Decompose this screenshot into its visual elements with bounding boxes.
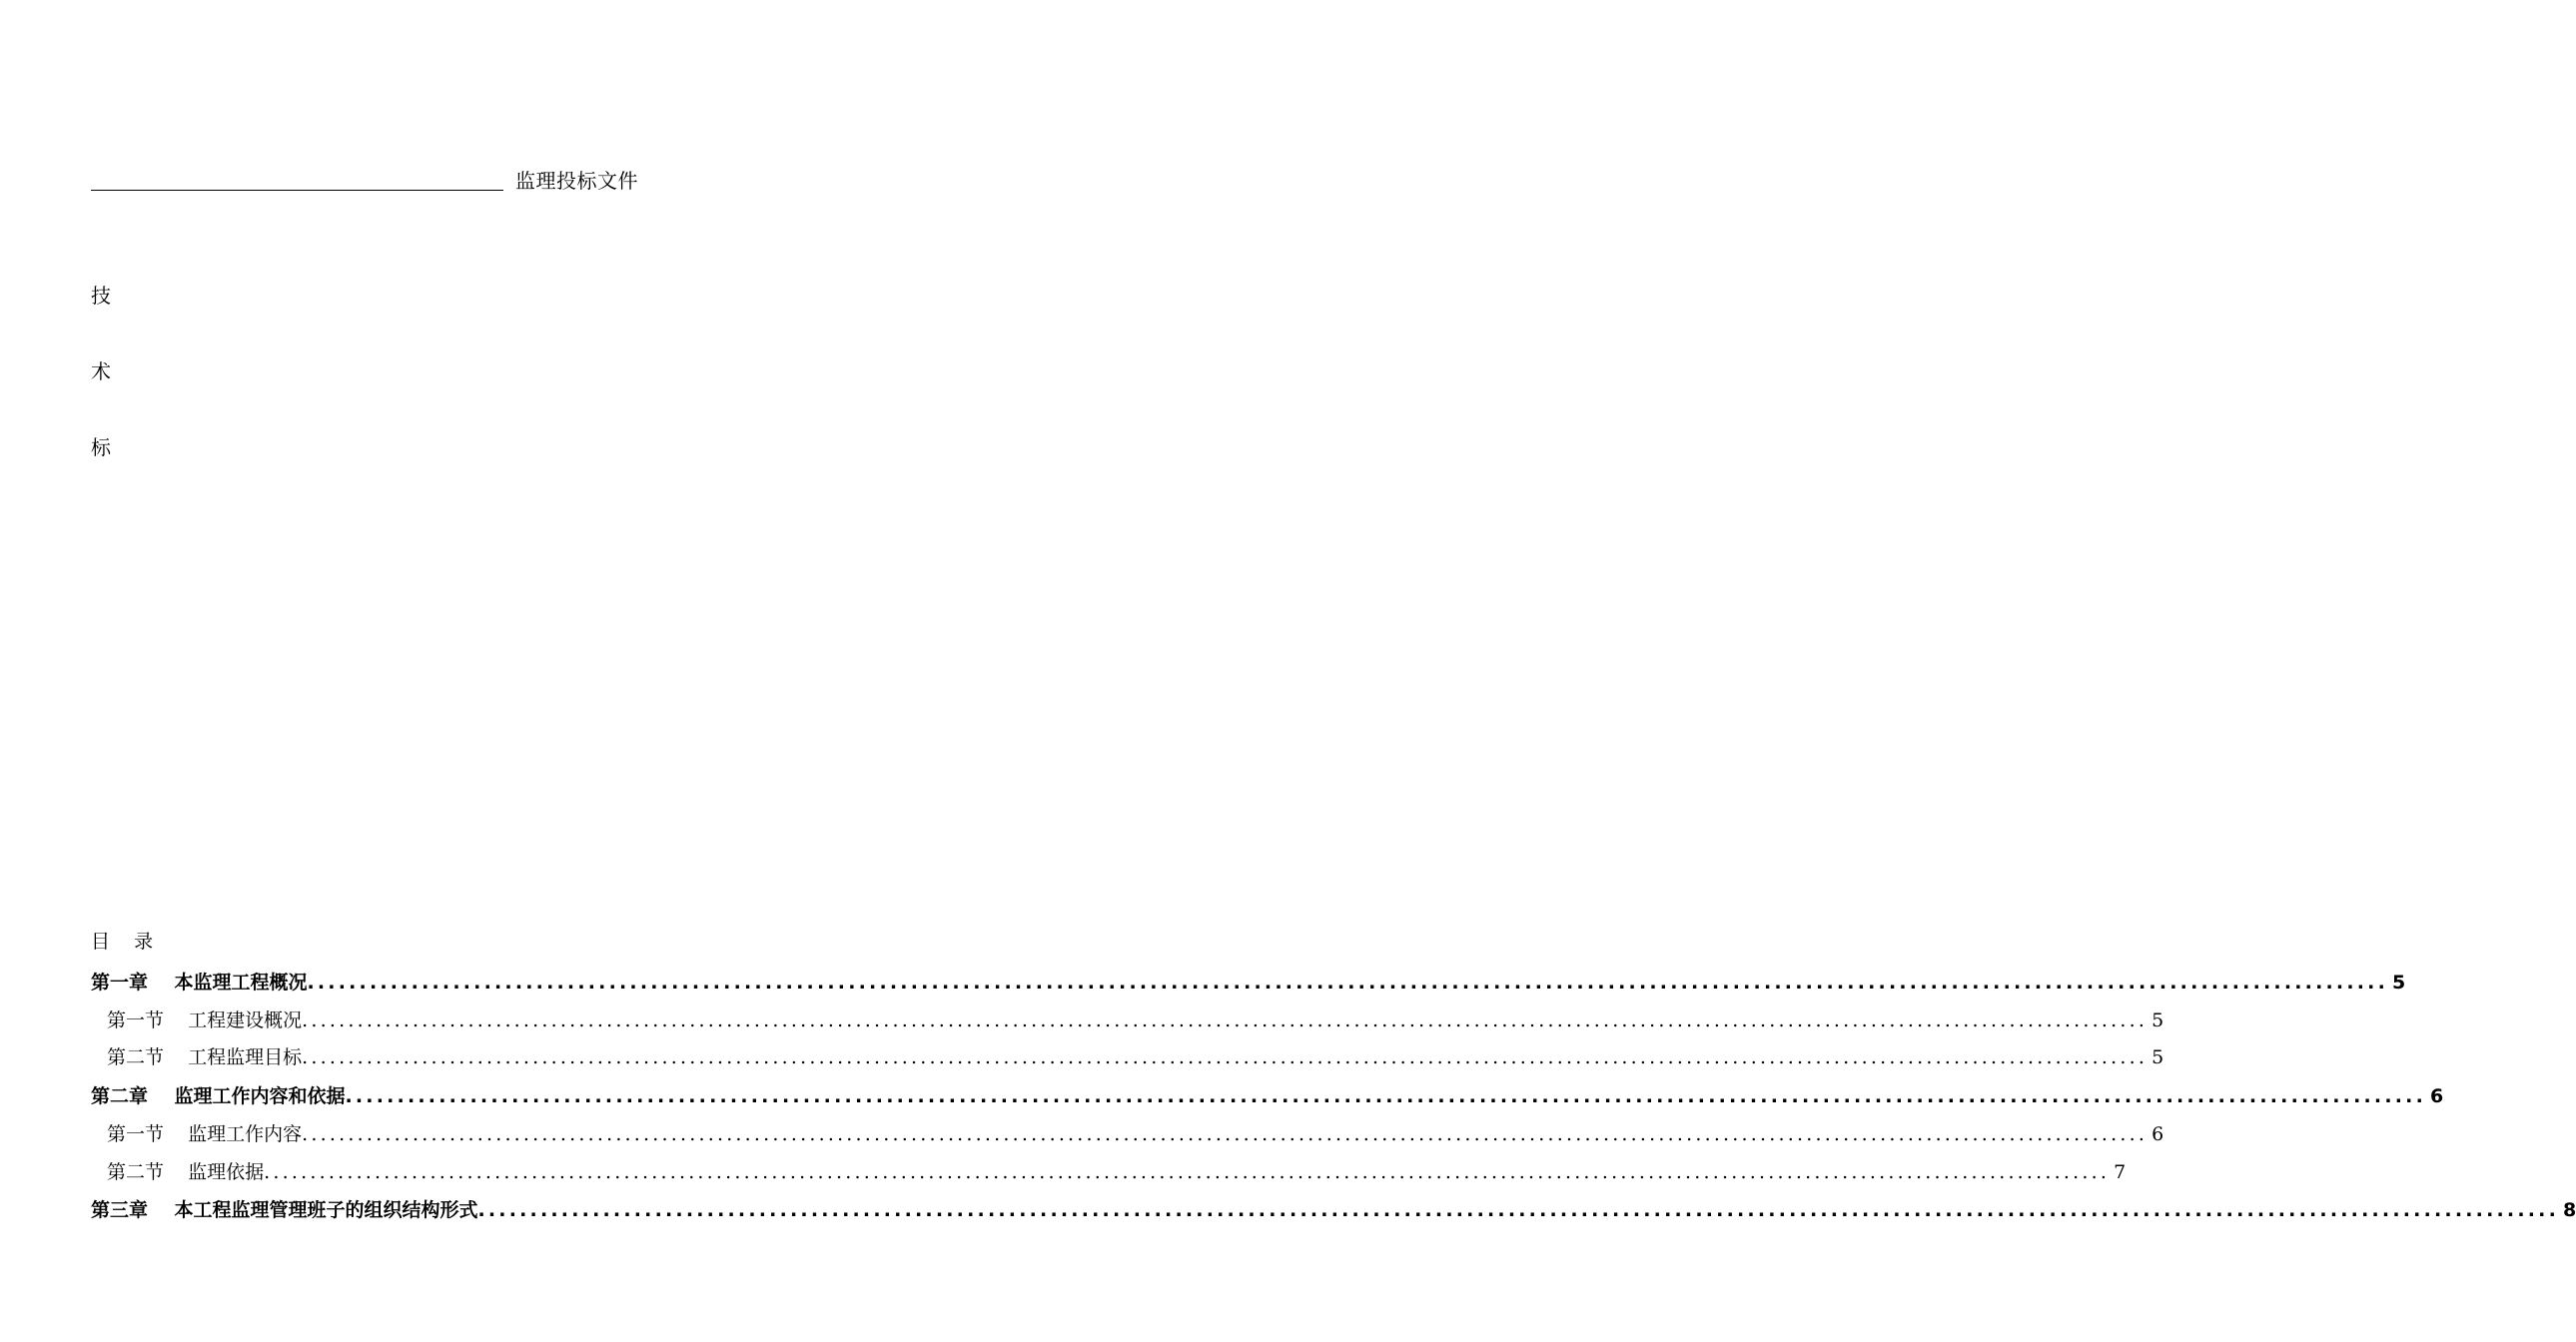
toc-entry-page: 6: [2151, 1123, 2164, 1145]
toc-heading: 目 录: [91, 931, 154, 953]
toc-leader-dots: ........................................................................................................................................................................................................: [307, 972, 2389, 994]
header-rule: [91, 190, 503, 191]
toc-entry-label: 第一节 工程建设概况: [107, 1009, 303, 1031]
toc-leader-dots: ........................................................................................................................................................................................................: [302, 1046, 2148, 1068]
toc-leader-dots: ........................................................................................................................................................................................................: [302, 1123, 2148, 1145]
toc-entry-page: 6: [2430, 1085, 2444, 1107]
toc-leader-dots: ........................................................................................................................................................................................................: [345, 1085, 2427, 1107]
toc-entry-section-2-2[interactable]: [107, 1159, 2127, 1185]
toc-entry-label: 第二章 监理工作内容和依据: [91, 1085, 346, 1107]
toc-entry-section-1-2[interactable]: [107, 1044, 2164, 1070]
toc-entry-label: 第一章 本监理工程概况: [91, 972, 308, 994]
cover-char-1: 技: [91, 284, 111, 308]
toc-leader-dots: ........................................................................................................................................................................................................: [477, 1199, 2560, 1221]
cover-char-3: 标: [91, 435, 111, 459]
toc-entry-page: 7: [2114, 1161, 2127, 1183]
toc-entry-chapter-3[interactable]: [91, 1197, 2576, 1223]
document-title: 监理投标文件: [515, 169, 638, 193]
toc-leader-dots: ........................................................................................................................................................................................................: [264, 1161, 2111, 1183]
toc-entry-page: 5: [2392, 972, 2406, 994]
toc-entry-section-2-1[interactable]: [107, 1121, 2164, 1147]
toc-entry-page: 8: [2563, 1199, 2576, 1221]
toc-entry-page: 5: [2151, 1046, 2164, 1068]
toc-entry-page: 5: [2151, 1009, 2164, 1031]
cover-char-2: 术: [91, 359, 111, 383]
toc-entry-label: 第三章 本工程监理管理班子的组织结构形式: [91, 1199, 478, 1221]
toc-leader-dots: ........................................................................................................................................................................................................: [302, 1009, 2148, 1031]
toc-entry-label: 第一节 监理工作内容: [107, 1123, 303, 1145]
toc-entry-label: 第二节 工程监理目标: [107, 1046, 303, 1068]
toc-entry-label: 第二节 监理依据: [107, 1161, 265, 1183]
toc-entry-section-1-1[interactable]: [107, 1007, 2164, 1033]
toc-entry-chapter-1[interactable]: [91, 970, 2406, 996]
toc-entry-chapter-2[interactable]: [91, 1083, 2444, 1109]
